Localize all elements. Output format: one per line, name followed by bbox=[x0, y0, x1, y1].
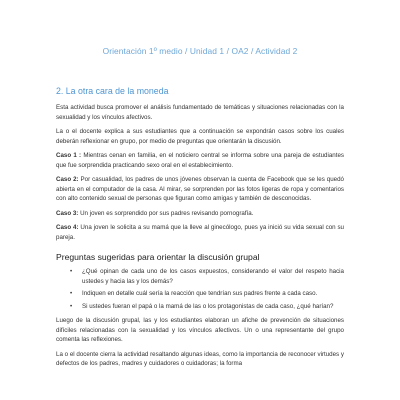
question-text: Indiquen en detalle cuál sería la reacción que tendrían sus padres frente a cada caso. bbox=[82, 290, 318, 297]
teacher-note-paragraph: La o el docente explica a sus estudiantes que a continuación se expondrán casos sobre los cuales deberán reflexionar en grupo, por medio de preguntas que orientarán la discusión. bbox=[56, 128, 344, 145]
bullet-icon: • bbox=[70, 302, 73, 310]
case-text: Un joven es sorprendido por sus padres revisando pornografía. bbox=[78, 209, 254, 217]
closing-paragraph: La o el docente cierra la actividad resaltando algunas ideas, como la importancia de reconocer virtudes y defectos de los padres, madres y cuidadores o cuidadoras; la forma bbox=[56, 350, 344, 367]
case-2 bbox=[56, 175, 344, 204]
case-text: Por casualidad, los padres de unos jóvenes observan la cuenta de Facebook que se les quedó abierta en el computador de la casa. Al mirar, se sorprenden por las fotos ligeras de ropa y comentarios con alto contenido sexual de personas que figuran como amigas y también de desconocidas. bbox=[56, 176, 344, 202]
list-item bbox=[70, 302, 344, 312]
list-item bbox=[70, 289, 344, 299]
case-3 bbox=[56, 209, 344, 219]
section-title: 2. La otra cara de la moneda bbox=[56, 86, 169, 96]
breadcrumb: Orientación 1º medio / Unidad 1 / OA2 / Actividad 2 bbox=[102, 46, 298, 56]
case-text: Mientras cenan en familia, en el noticiero central se informa sobre una pareja de estudiantes que fue sorprendida practicando sexo oral en el establecimiento. bbox=[56, 152, 344, 169]
case-label: Caso 4: bbox=[56, 224, 79, 231]
after-discussion-paragraph: Luego de la discusión grupal, las y los estudiantes elaboran un afiche de prevención de situaciones difíciles relacionadas con la sexualidad y los vínculos afectivos. Un o una representante del grupo comenta las reflexiones. bbox=[56, 317, 344, 343]
case-4 bbox=[56, 223, 344, 242]
intro-paragraph: Esta actividad busca promover el análisis fundamentado de temáticas y situaciones relacionadas con la sexualidad y los vínculos afectivos. bbox=[56, 104, 344, 121]
bullet-icon: • bbox=[70, 290, 73, 297]
question-text: ¿Qué opinan de cada uno de los casos expuestos, considerando el valor del respeto hacia ustedes y hacia las y los demás? bbox=[82, 268, 344, 285]
questions-title: Preguntas sugeridas para orientar la discusión grupal bbox=[56, 252, 260, 262]
case-text: Una joven le solicita a su mamá que la lleve al ginecólogo, pues ya inició su vida sexual con su pareja. bbox=[56, 224, 344, 241]
case-label: Caso 1 : bbox=[56, 152, 82, 159]
case-label: Caso 2: bbox=[56, 176, 79, 183]
case-1 bbox=[56, 151, 344, 170]
question-text: Si ustedes fueran el papá o la mamá de las o los protagonistas de cada caso, ¿qué harían? bbox=[82, 302, 334, 310]
case-label: Caso 3: bbox=[56, 209, 79, 217]
bullet-icon: • bbox=[70, 268, 73, 275]
list-item bbox=[70, 267, 344, 286]
questions-list bbox=[56, 267, 344, 311]
